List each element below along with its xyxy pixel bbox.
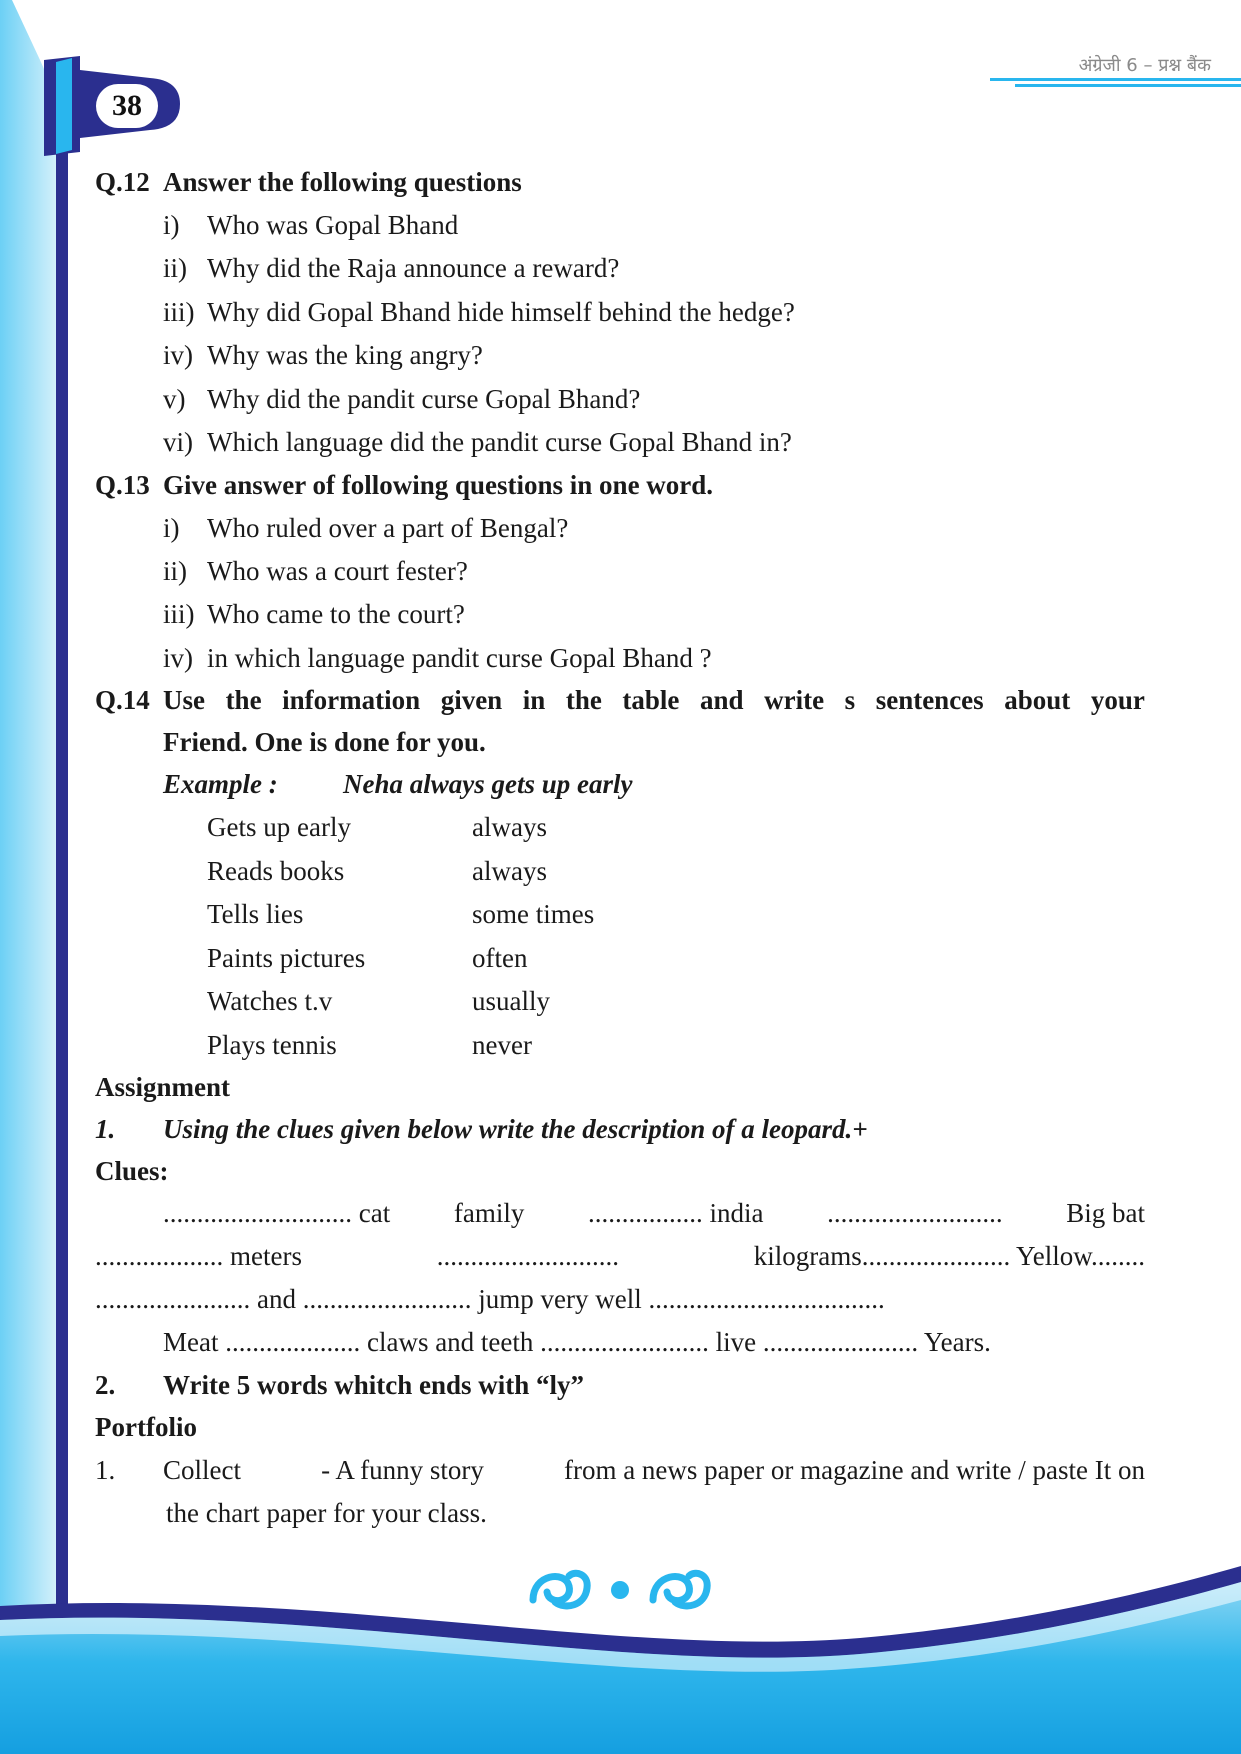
activity-cell: Paints pictures xyxy=(207,943,366,973)
item-number: iii) xyxy=(163,599,195,629)
item-number: i) xyxy=(163,210,180,240)
word: information xyxy=(282,685,421,715)
q13-number: Q.13 xyxy=(95,470,150,500)
word: given xyxy=(440,685,503,715)
page-number: 38 xyxy=(96,84,158,128)
portfolio-item-1-line2: the chart paper for your class. xyxy=(166,1498,487,1528)
frequency-cell: never xyxy=(472,1030,532,1060)
activity-cell: Watches t.v xyxy=(207,986,333,1016)
assignment-item-2 xyxy=(95,1370,584,1401)
q12-title: Answer the following questions xyxy=(163,167,522,197)
frequency-cell: often xyxy=(472,943,528,973)
assignment-item-1 xyxy=(95,1114,868,1145)
assignment-heading: Assignment xyxy=(95,1072,231,1102)
item-text: Who ruled over a part of Bengal? xyxy=(207,513,569,543)
word: the xyxy=(225,685,262,715)
clue-text: kilograms...................... Yellow........ xyxy=(753,1241,1145,1271)
clue-text: ............................ cat xyxy=(163,1198,391,1228)
q13-title: Give answer of following questions in one word. xyxy=(163,470,714,500)
q14-example xyxy=(163,769,633,800)
item-number: iv) xyxy=(163,340,193,370)
q12-item xyxy=(163,384,640,415)
item-number: iv) xyxy=(163,643,193,673)
frequency-cell: always xyxy=(472,812,547,842)
item-text: - A funny story xyxy=(321,1455,484,1485)
frequency-cell: some times xyxy=(472,899,595,929)
clue-text: .......................... xyxy=(827,1198,1003,1228)
activity-cell: Plays tennis xyxy=(207,1030,337,1060)
item-number: ii) xyxy=(163,253,187,283)
word: Use xyxy=(163,685,205,715)
q14-title-line2: Friend. One is done for you. xyxy=(163,727,486,757)
clue-line-3: ....................... and ......................... jump very well ................................... xyxy=(95,1284,885,1314)
q13-item xyxy=(163,599,465,630)
clues-label: Clues: xyxy=(95,1156,169,1186)
q12-item xyxy=(163,253,619,284)
example-text: Neha always gets up early xyxy=(343,769,633,799)
word: your xyxy=(1090,685,1145,715)
page-header: अंग्रेजी 6 – प्रश्न बैंक xyxy=(1078,55,1211,76)
q12-item xyxy=(163,427,792,458)
item-text: Why did Gopal Bhand hide himself behind the hedge? xyxy=(207,297,795,327)
item-text: in which language pandit curse Gopal Bhand ? xyxy=(207,643,712,673)
frequency-cell: usually xyxy=(472,986,550,1016)
q13-item xyxy=(163,556,468,587)
item-number: v) xyxy=(163,384,186,414)
item-text: Collect xyxy=(163,1455,241,1485)
item-number: 1. xyxy=(95,1114,116,1144)
example-label: Example : xyxy=(163,769,278,799)
table-row xyxy=(207,943,528,974)
table-row xyxy=(207,856,547,887)
item-text: Who was Gopal Bhand xyxy=(207,210,459,240)
word: in xyxy=(522,685,546,715)
item-text: Why did the pandit curse Gopal Bhand? xyxy=(207,384,641,414)
item-number: ii) xyxy=(163,556,187,586)
portfolio-item-1 xyxy=(95,1455,1145,1486)
q14-title-line1 xyxy=(163,685,1145,716)
q13-item xyxy=(163,513,568,544)
clue-text: ........................... xyxy=(436,1241,619,1271)
item-number: iii) xyxy=(163,297,195,327)
word: about xyxy=(1004,685,1071,715)
item-text: Write 5 words whitch ends with “ly” xyxy=(163,1370,585,1400)
q12-item xyxy=(163,210,458,241)
word: and xyxy=(699,685,744,715)
activity-cell: Gets up early xyxy=(207,812,351,842)
item-text: Using the clues given below write the description of a leopard.+ xyxy=(163,1114,868,1144)
q14-heading xyxy=(95,685,1145,716)
q12-number: Q.12 xyxy=(95,167,150,197)
portfolio-heading: Portfolio xyxy=(95,1412,197,1442)
word: sentences xyxy=(875,685,984,715)
clue-line-1 xyxy=(163,1198,1145,1229)
activity-cell: Reads books xyxy=(207,856,345,886)
q12-item xyxy=(163,340,483,371)
table-row xyxy=(207,899,595,930)
word: table xyxy=(622,685,680,715)
q13-item xyxy=(163,643,712,674)
word: write xyxy=(764,685,825,715)
q13-heading xyxy=(95,470,713,501)
item-text: Why was the king angry? xyxy=(207,340,483,370)
activity-cell: Tells lies xyxy=(207,899,304,929)
q12-heading xyxy=(95,167,522,198)
clue-text: ................... meters xyxy=(95,1241,302,1271)
frequency-cell: always xyxy=(472,856,547,886)
item-text: Which language did the pandit curse Gopal Bhand in? xyxy=(207,427,792,457)
clue-line-4: Meat .................... claws and teeth ......................... live ....................... Years. xyxy=(163,1327,991,1357)
item-text: Who came to the court? xyxy=(207,599,465,629)
table-row xyxy=(207,986,550,1017)
table-row xyxy=(207,812,547,843)
clue-text: ................. india xyxy=(587,1198,764,1228)
section-end-ornament-icon xyxy=(525,1562,715,1612)
item-number: i) xyxy=(163,513,180,543)
item-number: vi) xyxy=(163,427,193,457)
word: the xyxy=(565,685,602,715)
q14-number: Q.14 xyxy=(95,685,150,715)
clue-text: family xyxy=(453,1198,525,1228)
clue-line-2 xyxy=(95,1241,1145,1272)
item-text: from a news paper or magazine and write / paste It on xyxy=(563,1455,1145,1485)
item-number: 1. xyxy=(95,1455,116,1485)
word: s xyxy=(844,685,856,715)
item-text: Who was a court fester? xyxy=(207,556,468,586)
item-text: Why did the Raja announce a reward? xyxy=(207,253,620,283)
table-row xyxy=(207,1030,532,1061)
q12-item xyxy=(163,297,795,328)
clue-text: Big bat xyxy=(1066,1198,1145,1228)
item-number: 2. xyxy=(95,1370,116,1400)
